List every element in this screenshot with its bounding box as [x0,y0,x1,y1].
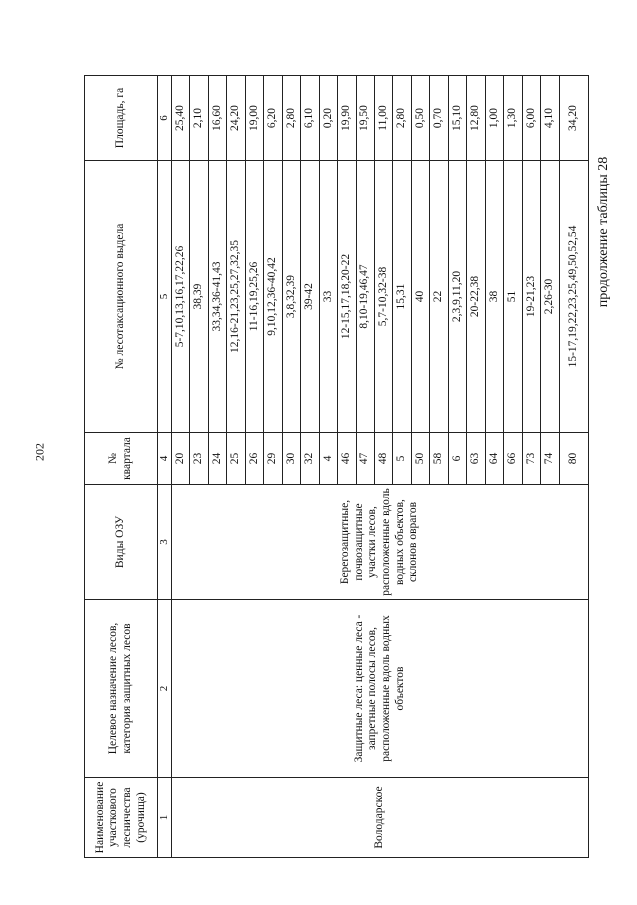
column-number: 3 [158,485,172,600]
plots-cell: 15,31 [393,161,411,433]
quarter-cell: 25 [227,433,245,485]
area-cell: 4,10 [541,76,559,161]
header-area: Площадь, га [85,76,158,161]
header-forestry: Наименование участкового лесничества (урочища) [85,778,158,858]
area-cell: 15,10 [448,76,466,161]
area-cell: 0,20 [319,76,337,161]
plots-cell: 9,10,12,36-40,42 [264,161,282,433]
plots-cell: 12-15,17,18,20-22 [338,161,356,433]
plots-cell: 22 [430,161,448,433]
plots-cell: 11-16,19,25,26 [245,161,263,433]
area-cell: 6,10 [301,76,319,161]
plots-cell: 12,16-21,23,25,27,32,35 [227,161,245,433]
area-cell: 6,00 [522,76,540,161]
ozu-type: Берегозащитные, почвозащитные участки лесов, расположенные вдоль водных объектов, склонов оврагов [172,485,589,600]
area-cell: 6,20 [264,76,282,161]
quarter-cell: 66 [504,433,522,485]
area-cell: 16,60 [208,76,226,161]
quarter-cell: 46 [338,433,356,485]
quarter-cell: 74 [541,433,559,485]
area-cell: 0,70 [430,76,448,161]
quarter-cell: 47 [356,433,374,485]
area-cell: 0,50 [411,76,429,161]
plots-cell: 33 [319,161,337,433]
quarter-cell: 29 [264,433,282,485]
quarter-cell: 32 [301,433,319,485]
header-plots: № лесотаксационного выдела [85,161,158,433]
quarter-cell: 5 [393,433,411,485]
area-cell: 1,30 [504,76,522,161]
plots-cell: 8,10-19,46,47 [356,161,374,433]
forestry-name: Володарское [172,778,589,858]
plots-cell: 20-22,38 [467,161,485,433]
area-cell: 19,90 [338,76,356,161]
area-cell: 19,50 [356,76,374,161]
quarter-cell: 26 [245,433,263,485]
table-caption: продолжение таблицы 28 [596,156,611,308]
quarter-cell: 48 [374,433,392,485]
plots-cell: 38 [485,161,503,433]
table-row [172,76,190,858]
forest-purpose: Защитные леса: ценные леса - запретные полосы лесов, расположенные вдоль водных объектов [172,600,589,778]
table-body [172,76,589,858]
column-number: 4 [158,433,172,485]
area-cell: 25,40 [172,76,190,161]
quarter-cell: 23 [190,433,208,485]
quarter-cell: 64 [485,433,503,485]
plots-cell: 51 [504,161,522,433]
header-ozu-type: Виды ОЗУ [85,485,158,600]
plots-cell: 19-21,23 [522,161,540,433]
quarter-cell: 6 [448,433,466,485]
plots-cell: 5-7,10,13,16,17,22,26 [172,161,190,433]
area-cell: 12,80 [467,76,485,161]
quarter-cell: 58 [430,433,448,485]
area-cell: 11,00 [374,76,392,161]
area-cell: 19,00 [245,76,263,161]
plots-cell: 33,34,36-41,43 [208,161,226,433]
plots-cell: 38,39 [190,161,208,433]
plots-cell: 15-17,19,22,23,25,49,50,52,54 [559,161,588,433]
quarter-cell: 63 [467,433,485,485]
area-cell: 1,00 [485,76,503,161]
quarter-cell: 24 [208,433,226,485]
plots-cell: 39-42 [301,161,319,433]
quarter-cell: 50 [411,433,429,485]
area-cell: 34,20 [559,76,588,161]
header-purpose: Целевое назначение лесов, категория защитных лесов [85,600,158,778]
header-quarter: № квартала [85,433,158,485]
area-cell: 2,80 [393,76,411,161]
plots-cell: 5,7-10,32-38 [374,161,392,433]
quarter-cell: 20 [172,433,190,485]
column-number-row [158,76,172,858]
area-cell: 2,80 [282,76,300,161]
column-number: 5 [158,161,172,433]
quarter-cell: 80 [559,433,588,485]
plots-cell: 2,3,9,11,20 [448,161,466,433]
quarter-cell: 30 [282,433,300,485]
area-cell: 24,20 [227,76,245,161]
column-number: 1 [158,778,172,858]
area-cell: 2,10 [190,76,208,161]
column-number: 2 [158,600,172,778]
quarter-cell: 4 [319,433,337,485]
plots-cell: 3,8,32,39 [282,161,300,433]
rotated-table-container [84,76,589,858]
forest-table [84,75,589,858]
page-number: 202 [32,443,47,461]
plots-cell: 40 [411,161,429,433]
header-row [85,76,158,858]
quarter-cell: 73 [522,433,540,485]
plots-cell: 2,26-30 [541,161,559,433]
column-number: 6 [158,76,172,161]
